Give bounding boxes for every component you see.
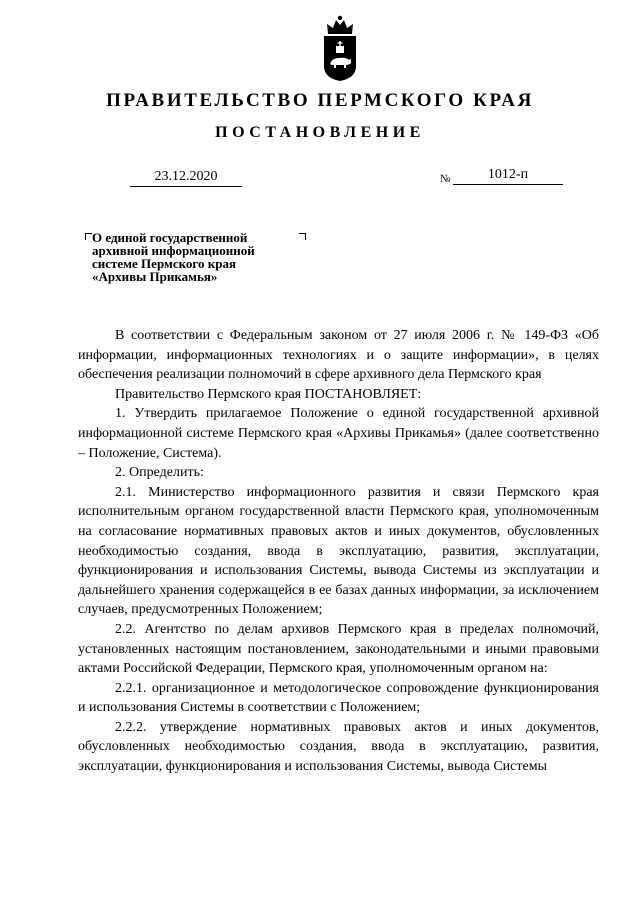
document-date: 23.12.2020 xyxy=(130,169,242,187)
paragraph-2: 2. Определить: xyxy=(115,465,204,481)
paragraph-2-2-2: 2.2.2. утверждение нормативных правовых актов и иных документов, обусловленных необходимостью создания, ввода в эксплуатацию, развития, эксплуатации, функционирования и использования Системы, вывода Системы xyxy=(78,719,599,775)
document-type: ПОСТАНОВЛЕНИЕ xyxy=(215,124,425,141)
government-name: ПРАВИТЕЛЬСТВО ПЕРМСКОГО КРАЯ xyxy=(106,90,534,111)
document-number: 1012-п xyxy=(453,167,563,185)
paragraph-2-1: 2.1. Министерство информационного развития и связи Пермского края исполнительным органом государственной власти Пермского края, уполномоченным на согласование нормативных правовых актов и иных документов, обусловленных необходимостью создания, ввода в эксплуатацию, развития, эксплуатации, функционирования и использования Системы, вывода Системы из эксплуатации и дальнейшего хранения содержащейся в ее базах данных информации, за исключением случаев, предусмотренных Положением; xyxy=(78,484,599,618)
paragraph-1: 1. Утвердить прилагаемое Положение о единой государственной архивной информационной системе Пермского края «Архивы Прикамья» (далее соответственно – Положение, Система). xyxy=(78,406,599,461)
document-subject: О единой государственной архивной информационной системе Пермского края «Архивы Прикамья» xyxy=(92,230,255,284)
paragraph-preamble: В соответствии с Федеральным законом от 27 июля 2006 г. № 149-ФЗ «Об информации, информационных технологиях и о защите информации», в целях обеспечения реализации полномочий в сфере архивного дела Пермского края xyxy=(78,328,599,383)
paragraph-2-2: 2.2. Агентство по делам архивов Пермского края в пределах полномочий, установленных настоящим постановлением, законодательными и иными правовыми актами Российской Федерации, Пермского края, уполномоченным органом на: xyxy=(78,621,599,677)
paragraph-resolves: Правительство Пермского края ПОСТАНОВЛЯЕТ: xyxy=(115,386,422,402)
document-body xyxy=(78,326,599,777)
paragraph-2-2-1: 2.2.1. организационное и методологическое сопровождение функционирования и использования Системы в соответствии с Положением; xyxy=(78,680,599,716)
perm-krai-coat-of-arms-icon xyxy=(319,14,361,82)
number-label: № xyxy=(440,173,451,185)
subject-bracket-left xyxy=(85,233,92,240)
subject-bracket-right xyxy=(299,233,306,240)
